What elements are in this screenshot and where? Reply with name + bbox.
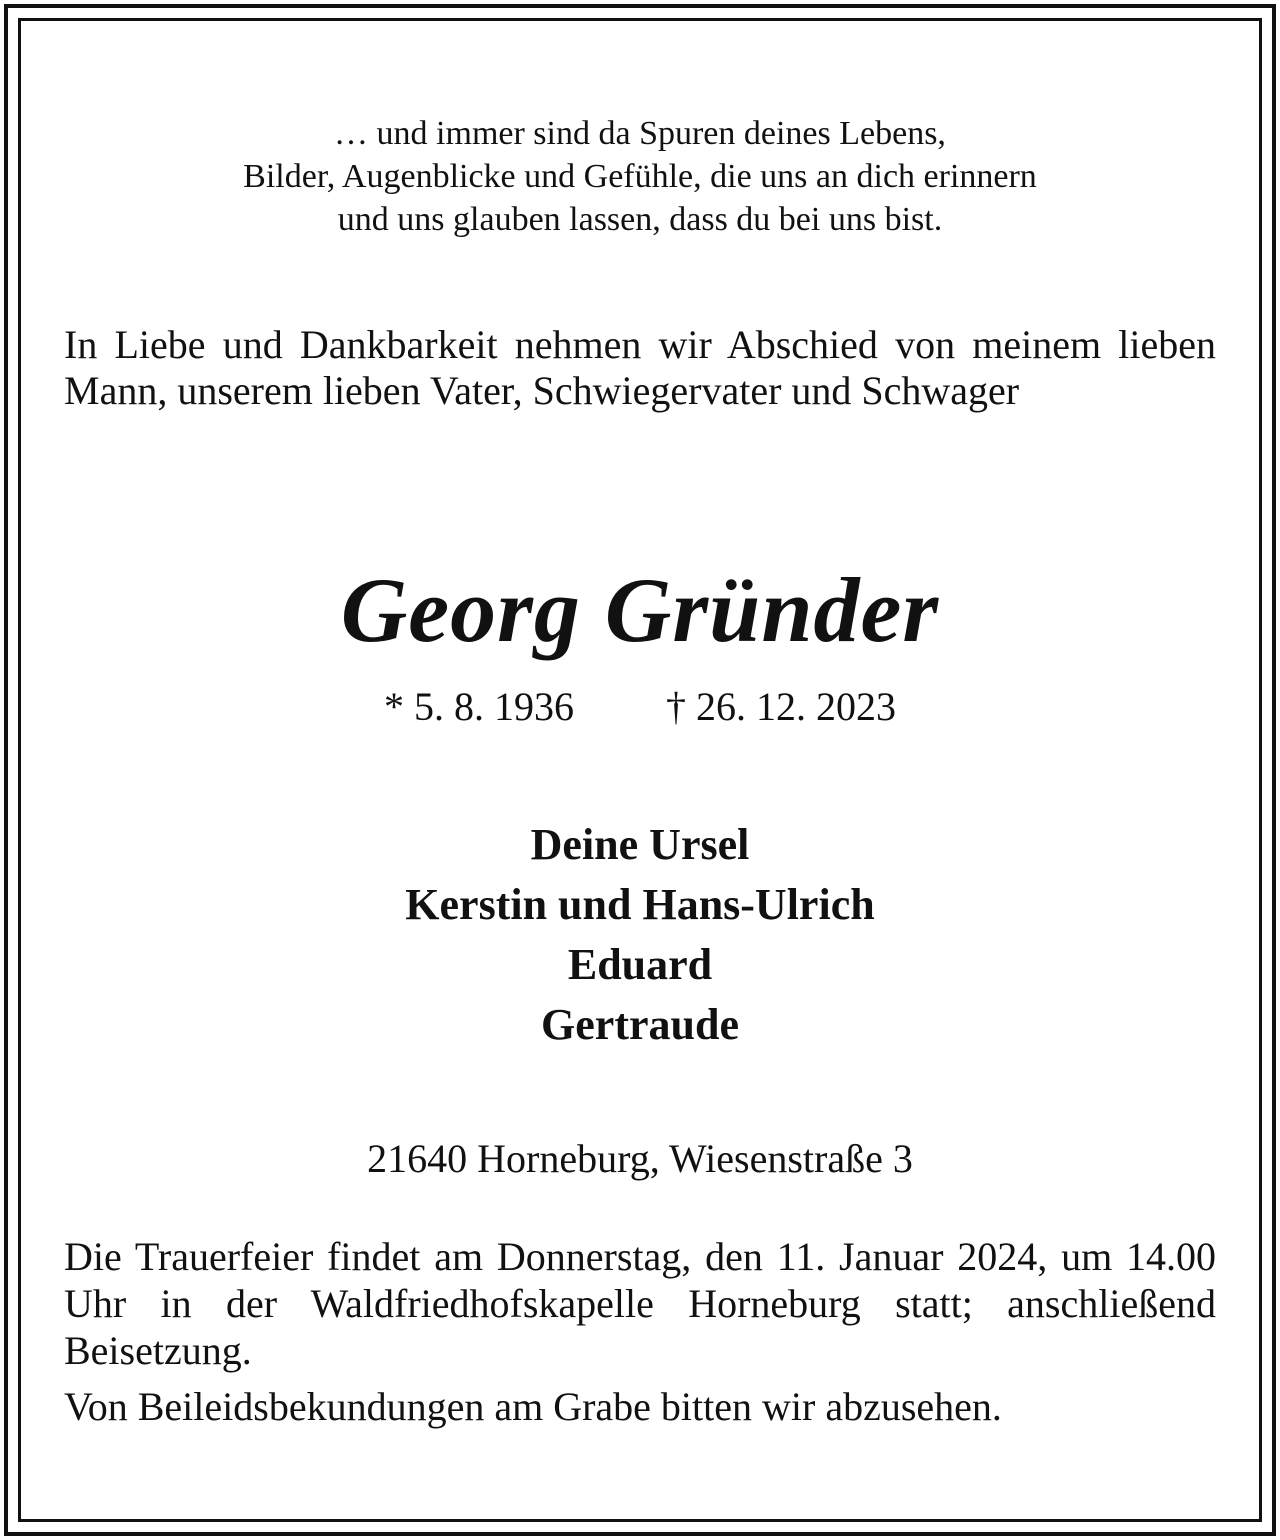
closing-note: Von Beileidsbekundungen am Grabe bitten wir abzusehen. xyxy=(64,1384,1002,1429)
family-member: Kerstin und Hans-Ulrich xyxy=(405,880,875,929)
address: 21640 Horneburg, Wiesenstraße 3 xyxy=(367,1136,913,1181)
motto-verse xyxy=(64,112,1216,241)
motto-line-3: und uns glauben lassen, dass du bei uns bist. xyxy=(337,201,943,238)
family-member: Eduard xyxy=(567,940,713,989)
death-date: † 26. 12. 2023 xyxy=(666,684,896,729)
motto-line-2: Bilder, Augenblicke und Gefühle, die uns an dich erinnern xyxy=(243,158,1037,195)
deceased-name: Georg Gründer xyxy=(340,559,940,661)
intro-paragraph: In Liebe und Dankbarkeit nehmen wir Abschied von meinem lieben Mann, unserem lieben Vater, Schwiegervater und Schwager xyxy=(64,322,1216,413)
service-notice: Die Trauerfeier findet am Donnerstag, den 11. Januar 2024, um 14.00 Uhr in der Waldfriedhofskapelle Horneburg statt; anschließend Beisetzung. xyxy=(64,1234,1216,1373)
life-dates xyxy=(64,681,1216,733)
birth-date: * 5. 8. 1936 xyxy=(384,684,574,729)
family-member: Deine Ursel xyxy=(530,820,750,869)
family-signatures xyxy=(64,815,1216,1055)
family-member: Gertraude xyxy=(541,1000,739,1049)
motto-line-1: … und immer sind da Spuren deines Lebens, xyxy=(334,115,946,152)
